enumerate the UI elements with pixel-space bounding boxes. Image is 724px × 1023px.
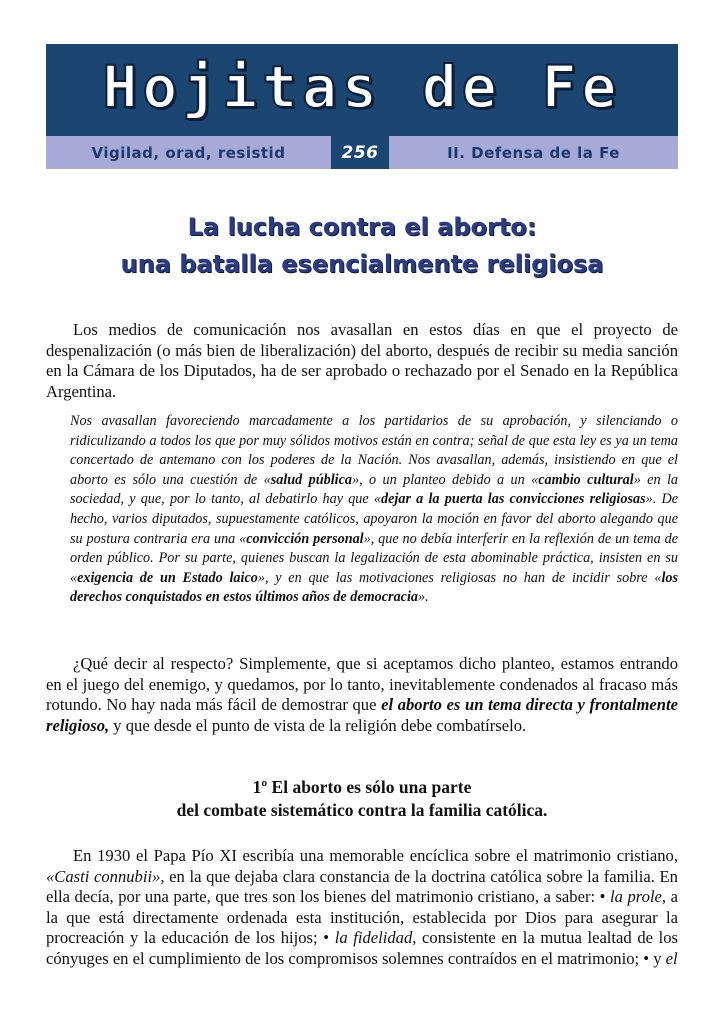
quote-text: », y en que las motivaciones religiosas no han de incidir sobre « bbox=[257, 569, 662, 586]
body-text: en la que dejaba clara constancia de la doctrina católica sobre la familia. En ella decía, por una parte, que tres son los bienes del matrimonio cristiano, a saber: • bbox=[46, 866, 678, 907]
issue-number: 256 bbox=[331, 136, 389, 169]
quote-text: Nos avasallan favoreciendo marcadamente a los partidarios de su aprobación, y silenciando o ridiculizando a todos los que por muy sólidos motivos están en contra; señal de que esta ley es ya un tema concertado de antemano con los poderes de la Nación. Nos avasallan, además, insistiendo en que el aborto es sólo una cuestión de « bbox=[70, 413, 678, 488]
quote-emphasis: salud pública bbox=[270, 471, 352, 488]
section-heading-line-1: 1º El aborto es sólo una parte bbox=[252, 777, 472, 797]
body-text: En 1930 el Papa Pío XI escribía una memorable encíclica sobre el matrimonio cristiano, bbox=[73, 846, 678, 865]
body-italic: el bbox=[665, 948, 678, 968]
section-paragraph bbox=[46, 846, 678, 970]
body-text: y que desde el punto de vista de la religión debe combatírselo. bbox=[109, 715, 527, 735]
quote-text: » en la sociedad, y que, por lo tanto, al debatirlo hay que « bbox=[70, 471, 678, 508]
body-text: a la que está directamente ordenada esta institución, establecida por Dios para asegurar la procreación y la educación de los hijos; • bbox=[46, 887, 678, 948]
body-text: ¿Qué decir al respecto? Simplemente, que si aceptamos dicho planteo, estamos entrando en el juego del enemigo, y quedamos, por lo tanto, inevitablemente condenados al fracaso más rotundo. No hay nada más fácil de demostrar que bbox=[46, 654, 678, 715]
response-paragraph bbox=[46, 654, 678, 736]
body-emphasis: el aborto es un tema directa y frontalmente religioso, bbox=[46, 695, 678, 735]
body-italic: la prole, bbox=[610, 887, 667, 907]
intro-paragraph: Los medios de comunicación nos avasallan en estos días en que el proyecto de despenalización (o más bien de liberalización) del aborto, después de recibir su media sanción en la Cámara de los Diputados, ha de ser aprobado o rechazado por el Senado en la República Argentina. bbox=[46, 320, 678, 401]
article-title-line-2: una batalla esencialmente religiosa bbox=[120, 250, 604, 278]
masthead-bar bbox=[46, 136, 678, 169]
quoted-paragraph bbox=[70, 412, 678, 608]
section-heading-line-2: del combate sistemático contra la familia católica. bbox=[176, 800, 548, 820]
motto: Vigilad, orad, resistid bbox=[46, 136, 331, 169]
masthead-banner bbox=[46, 44, 678, 136]
quote-text: ». bbox=[418, 589, 429, 606]
body-italic: «Casti connubii», bbox=[46, 866, 165, 886]
article-title bbox=[0, 209, 724, 283]
quote-emphasis: convicción personal bbox=[246, 530, 364, 547]
quote-text: ». De hecho, varios diputados, supuestamente católicos, apoyaron la moción en favor del aborto alegando que su postura contraria era una « bbox=[70, 491, 678, 547]
quote-emphasis: exigencia de un Estado laico bbox=[77, 569, 258, 586]
body-text: consistente en la mutua lealtad de los cónyuges en el cumplimiento de los compromisos solemnes contraídos en el matrimonio; • y bbox=[46, 928, 678, 968]
section-heading bbox=[0, 776, 724, 822]
masthead bbox=[46, 44, 678, 169]
article-title-line-1: La lucha contra el aborto: bbox=[187, 213, 537, 241]
quote-emphasis: los derechos conquistados en estos últimos años de democracia bbox=[70, 569, 678, 606]
series-label: II. Defensa de la Fe bbox=[389, 136, 678, 169]
quote-emphasis: dejar a la puerta las convicciones religiosas bbox=[381, 491, 646, 508]
body-italic: la fidelidad, bbox=[334, 928, 417, 948]
quote-text: », que no debía interferir en la reflexión de un tema de orden público. Por su parte, quienes buscan la legalización de esta abominable práctica, insisten en su « bbox=[70, 530, 678, 586]
publication-title: Hojitas de Fe bbox=[102, 53, 622, 121]
quote-text: », o un planteo debido a un « bbox=[352, 471, 539, 488]
quote-emphasis: cambio cultural bbox=[538, 471, 634, 488]
